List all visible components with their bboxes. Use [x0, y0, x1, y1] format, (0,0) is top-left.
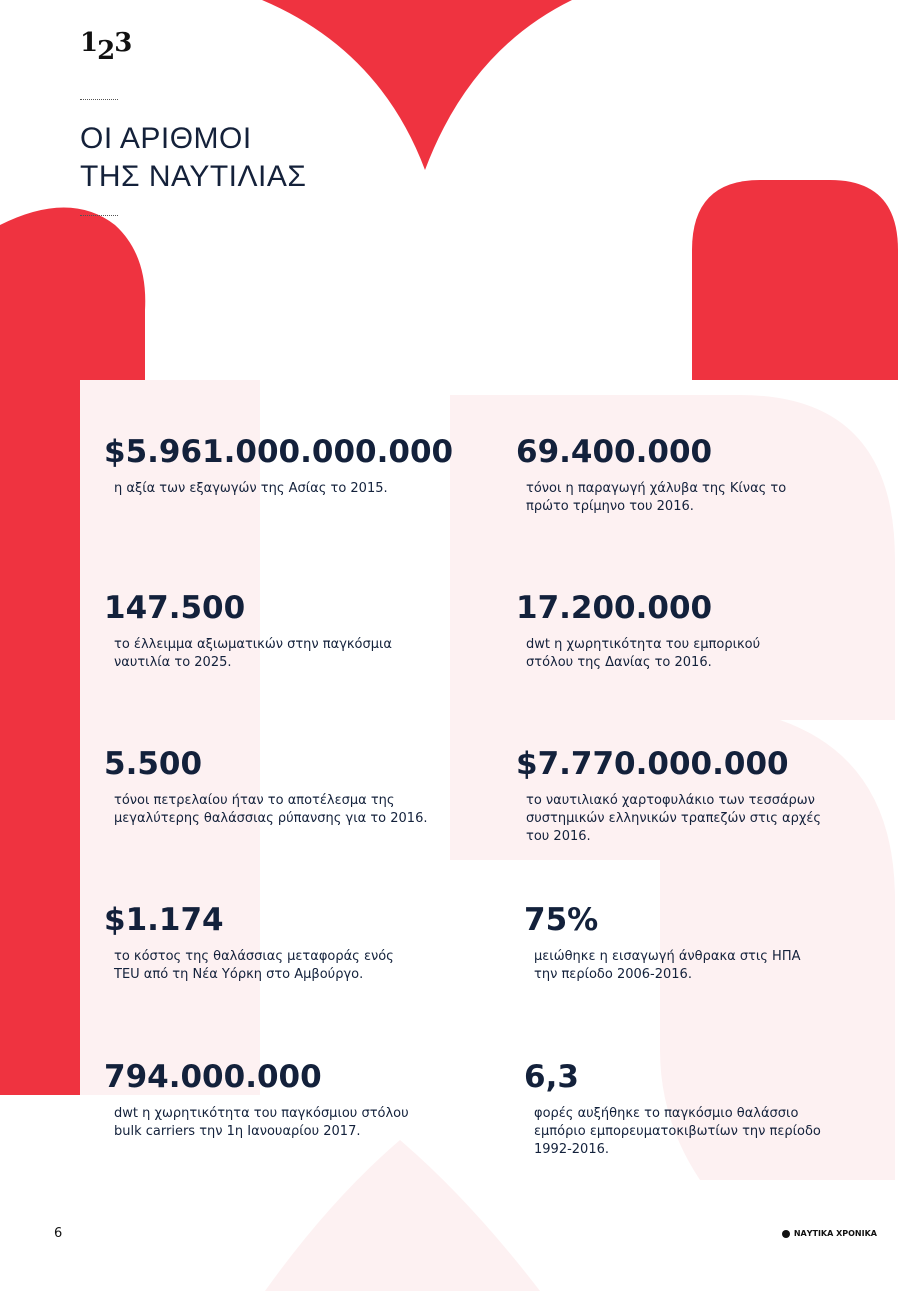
pale-bottom-point: [265, 1140, 540, 1291]
stat-container-trade: [524, 1059, 884, 1159]
stat-description: μειώθηκε η εισαγωγή άνθρακα στις ΗΠΑ την περίοδο 2006-2016.: [534, 949, 801, 982]
stat-value: 75%: [524, 902, 599, 938]
stat-value: 17.200.000: [516, 590, 713, 626]
dotted-divider-bottom: [80, 215, 118, 216]
stat-bulk-carriers: [104, 1059, 464, 1141]
stat-description: τόνοι πετρελαίου ήταν το αποτέλεσμα της μεγαλύτερης θαλάσσιας ρύπανσης για το 2016.: [114, 793, 428, 826]
logo-digit-one: 1: [80, 28, 98, 58]
stat-value: 69.400.000: [516, 434, 713, 470]
stat-greek-banks-portfolio: [516, 746, 876, 846]
stat-asia-exports: [104, 434, 464, 498]
dotted-divider-top: [80, 99, 118, 100]
stat-value: $7.770.000.000: [516, 746, 789, 782]
stat-value: 147.500: [104, 590, 246, 626]
stat-description: dwt η χωρητικότητα του παγκόσμιου στόλου bulk carriers την 1η Ιανουαρίου 2017.: [114, 1106, 409, 1139]
logo-digit-two: 2: [97, 36, 115, 66]
section-logo-123: [80, 28, 132, 66]
stat-value: $5.961.000.000.000: [104, 434, 454, 470]
stat-officer-deficit: [104, 590, 464, 672]
stat-description: το κόστος της θαλάσσιας μεταφοράς ενός TEU από τη Νέα Υόρκη στο Αμβούργο.: [114, 949, 394, 982]
stat-value: 5.500: [104, 746, 203, 782]
red-top-heart: [262, 0, 572, 170]
stat-value: $1.174: [104, 902, 224, 938]
stat-description: τόνοι η παραγωγή χάλυβα της Κίνας το πρώτο τρίμηνο του 2016.: [526, 481, 787, 514]
stat-description: η αξία των εξαγωγών της Ασίας το 2015.: [114, 481, 388, 496]
stat-teu-cost: [104, 902, 464, 984]
stat-oil-pollution: [104, 746, 464, 828]
stat-value: 794.000.000: [104, 1059, 322, 1095]
title-line-2: ΤΗΣ ΝΑΥΤΙΛΙΑΣ: [80, 160, 307, 193]
page-number: 6: [54, 1226, 63, 1241]
red-right-arch: [692, 180, 898, 380]
stat-china-steel: [516, 434, 876, 516]
stat-description: το ναυτιλιακό χαρτοφυλάκιο των τεσσάρων συστημικών ελληνικών τραπεζών στις αρχές του 2016.: [526, 793, 822, 844]
stat-description: το έλλειμμα αξιωματικών στην παγκόσμια ναυτιλία το 2025.: [114, 637, 392, 670]
brand-name: ΝΑΥΤΙΚΑ ΧΡΟΝΙΚΑ: [793, 1229, 877, 1238]
stat-denmark-fleet: [516, 590, 876, 672]
brand-footer: [782, 1229, 877, 1238]
title-line-1: ΟΙ ΑΡΙΘΜΟΙ: [80, 122, 252, 155]
stat-value: 6,3: [524, 1059, 579, 1095]
logo-digit-three: 3: [114, 28, 132, 58]
stat-description: dwt η χωρητικότητα του εμπορικού στόλου της Δανίας το 2016.: [526, 637, 761, 670]
brand-dot-icon: [782, 1230, 790, 1238]
stat-us-coal-imports: [524, 902, 884, 984]
stat-description: φορές αυξήθηκε το παγκόσμιο θαλάσσιο εμπόριο εμπορευματοκιβωτίων την περίοδο 1992-2016.: [534, 1106, 821, 1157]
page-title: [80, 120, 306, 196]
